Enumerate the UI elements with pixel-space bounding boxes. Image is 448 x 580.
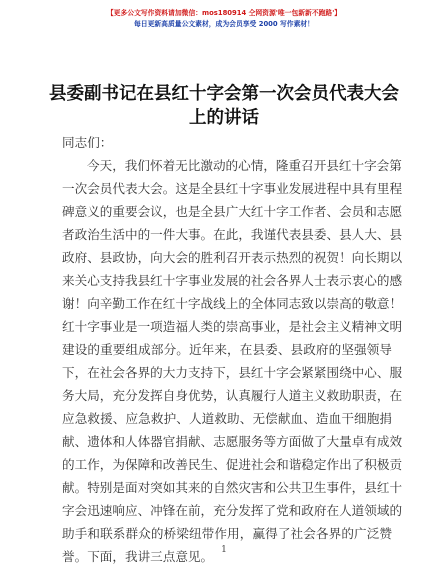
- body-line: 一次会员代表大会。这是全县红十字事业发展进程中具有里程: [62, 181, 403, 196]
- document-body: [62, 131, 403, 568]
- body-line: 献、遗体和人体器官捐献、志愿服务等方面做了大量卓有成效: [62, 434, 403, 449]
- banner-line-promo: 【更多公文写作资料请加微信：mos180914 仝网资源'唯一包新新不跑路'】: [106, 9, 342, 17]
- body-line: 的工作，为保障和改善民生、促进社会和谐稳定作出了积极贡: [62, 457, 403, 472]
- body-line: 碑意义的重要会议，也是全县广大红十字工作者、会员和志愿: [62, 204, 403, 219]
- body-line: 誉。下面，我讲三点意见。: [62, 549, 214, 564]
- body-line: 字会迅速响应、冲锋在前，充分发挥了党和政府在人道领域的: [62, 503, 403, 518]
- body-line: 红十字事业是一项造福人类的崇高事业，是社会主义精神文明: [62, 319, 403, 334]
- document-title: [40, 82, 408, 130]
- body-line: 来关心支持我县红十字事业发展的社会各界人士表示衷心的感: [62, 273, 403, 288]
- title-line-2: 上的讲话: [189, 108, 259, 128]
- body-line: 献。特别是面对突如其来的自然灾害和公共卫生事件，县红十: [62, 480, 403, 495]
- body-line: 政府、县政协，向大会的胜利召开表示热烈的祝贺！向长期以: [62, 250, 403, 265]
- banner-line-members: 每日更新高质量公文素材，成为会员享受 2000 写作素材！: [134, 20, 314, 28]
- body-line: 建设的重要组成部分。近年来，在县委、县政府的坚强领导: [62, 342, 392, 357]
- body-line: 务大局，充分发挥自身优势，认真履行人道主义救助职责，在: [62, 388, 403, 403]
- body-line: 应急救援、应急救护、人道救助、无偿献血、造血干细胞捐: [62, 411, 392, 426]
- greeting: 同志们：: [62, 135, 113, 150]
- body-line: 下，在社会各界的大力支持下，县红十字会紧紧围绕中心、服: [62, 365, 403, 380]
- header-banner: [0, 8, 448, 30]
- body-line: 今天，我们怀着无比激动的心情，隆重召开县红十字会第: [87, 158, 402, 173]
- page-number: 1: [221, 545, 227, 555]
- body-line: 助手和联系群众的桥梁纽带作用，赢得了社会各界的广泛赞: [62, 526, 392, 541]
- body-line: 者政治生活中的一件大事。在此，我谨代表县委、县人大、县: [62, 227, 403, 242]
- title-line-1: 县委副书记在县红十字会第一次会员代表大会: [49, 84, 399, 104]
- body-line: 谢！向辛勤工作在红十字战线上的全体同志致以崇高的敬意！: [62, 296, 403, 311]
